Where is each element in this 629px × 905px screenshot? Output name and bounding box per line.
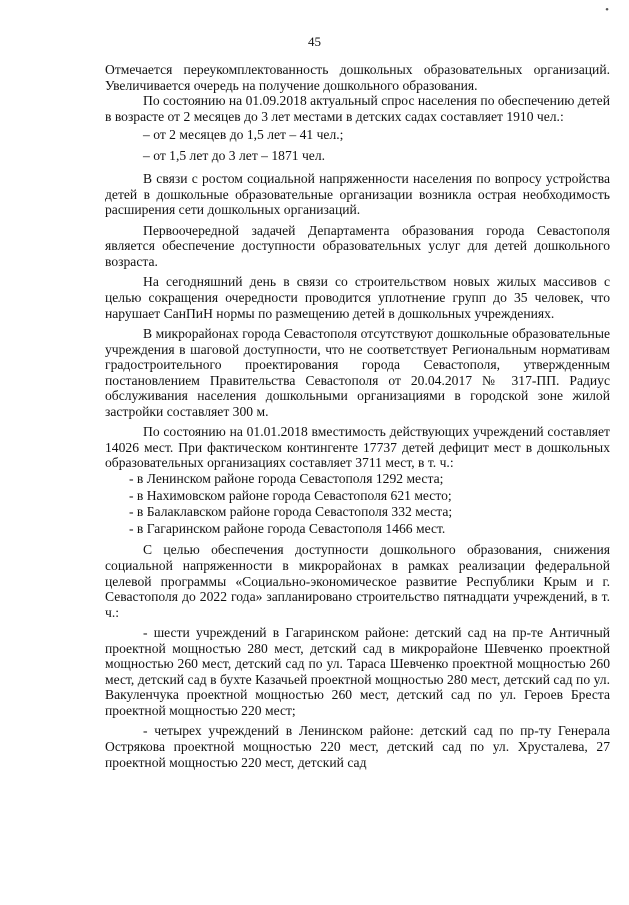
paragraph-capacity: По состоянию на 01.01.2018 вместимость действующих учреждений составляет 14026 мест. При фактическом контингенте 17737 детей дефицит мест в дошкольных образовательных организациях составляет 3711 мест, в т. ч.: bbox=[105, 424, 610, 471]
paragraph-construction-plan: С целью обеспечения доступности дошкольного образования, снижения социальной напряженности в микрорайонах в рамках реализации федеральной целевой программы «Социально-экономическое развитие Республики Крым и г. Севастополя до 2022 года» запланировано строительство пятнадцати учреждений, в т. ч.: bbox=[105, 542, 610, 620]
scan-artifact-mark: • bbox=[605, 4, 609, 16]
paragraph-priority-task: Первоочередной задачей Департамента образования города Севастополя является обеспечение доступности образовательных услуг для детей дошкольного возраста. bbox=[105, 222, 610, 269]
list-item-district-nakhimovsky: - в Нахимовском районе города Севастополя 621 место; bbox=[129, 487, 452, 503]
document-body bbox=[105, 62, 610, 770]
page-number: 45 bbox=[308, 34, 321, 49]
list-item-demand-1: – от 2 месяцев до 1,5 лет – 41 чел.; bbox=[143, 127, 344, 143]
paragraph-demand: По состоянию на 01.09.2018 актуальный спрос населения по обеспечению детей в возрасте от 2 месяцев до 3 лет местами в детских садах составляет 1910 чел.: bbox=[105, 93, 610, 124]
paragraph-leninsky-kindergartens: - четырех учреждений в Ленинском районе: детский сад по пр-ту Генерала Острякова проектной мощностью 220 мест, детский сад по ул. Хрусталева, 27 проектной мощностью 220 мест, детский сад bbox=[105, 723, 610, 770]
paragraph-group-density: На сегодняшний день в связи со строительством новых жилых массивов с целью сокращения очередности проводится уплотнение групп до 35 человек, что нарушает СанПиН нормы по размещению детей в дошкольных учреждениях. bbox=[105, 274, 610, 321]
paragraph-overcrowding: Отмечается переукомплектованность дошкольных образовательных организаций. Увеличивается очередь на получение дошкольного образования. bbox=[105, 62, 610, 93]
list-item-demand-2: – от 1,5 лет до 3 лет – 1871 чел. bbox=[143, 148, 325, 164]
paragraph-walking-distance: В микрорайонах города Севастополя отсутствуют дошкольные образовательные учреждения в шаговой доступности, что не соответствует Региональным нормативам градостроительного проектирования города Севастополя, утвержденным постановлением Правительства Севастополя от 20.04.2017 № 317-ПП. Радиус обслуживания населения дошкольными организациями в городской зоне жилой застройки составляет 300 м. bbox=[105, 326, 610, 419]
list-item-district-gagarinsky: - в Гагаринском районе города Севастополя 1466 мест. bbox=[129, 520, 446, 536]
paragraph-gagarinsky-kindergartens: - шести учреждений в Гагаринском районе: детский сад на пр-те Античный проектной мощностью 280 мест, детский сад в микрорайоне Шевченко проектной мощностью 260 мест, детский сад по ул. Тараса Шевченко проектной мощностью 260 мест, детский сад в бухте Казачьей проектной мощностью 280 мест, детский сад по ул. Вакуленчука проектной мощностью 260 мест, детский сад по ул. Героев Бреста проектной мощностью 220 мест; bbox=[105, 625, 610, 718]
list-item-district-leninsky: - в Ленинском районе города Севастополя 1292 места; bbox=[129, 471, 444, 487]
paragraph-social-tension: В связи с ростом социальной напряженности населения по вопросу устройства детей в дошкольные образовательные организации возникла острая необходимость расширения сети дошкольных организаций. bbox=[105, 171, 610, 218]
list-item-district-balaklavsky: - в Балаклавском районе города Севастополя 332 места; bbox=[129, 504, 453, 520]
